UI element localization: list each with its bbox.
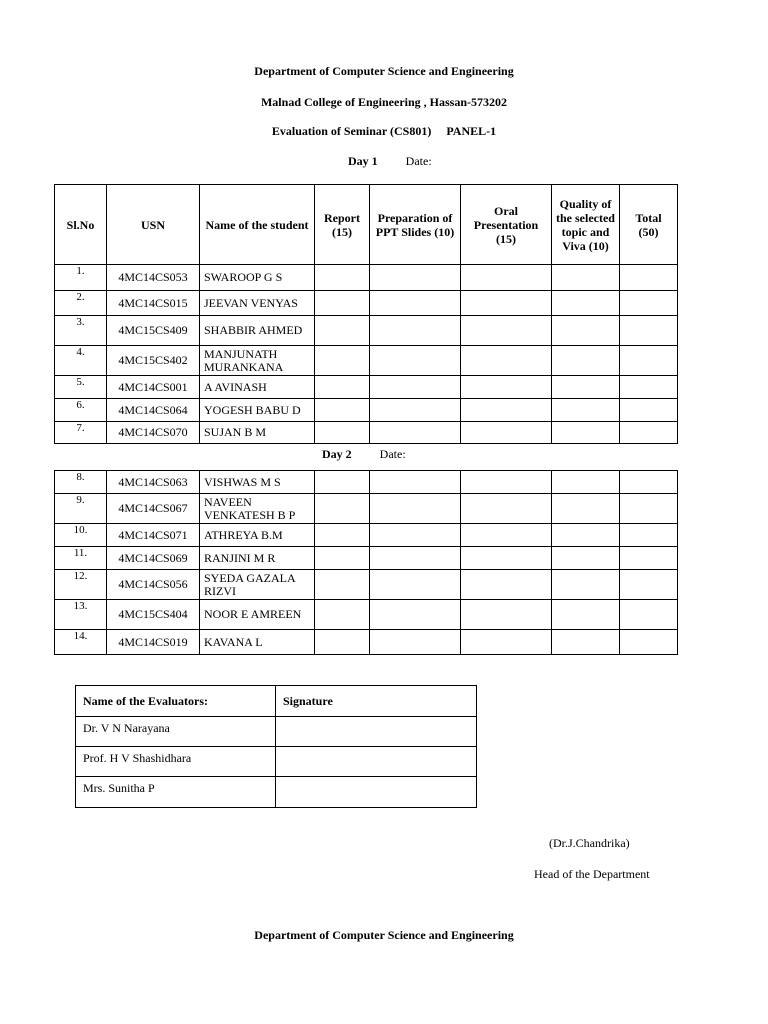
ppt-cell[interactable] bbox=[370, 316, 461, 346]
oral-cell[interactable] bbox=[461, 494, 552, 524]
hod-name: (Dr.J.Chandrika) bbox=[549, 836, 630, 850]
slno-cell: 3. bbox=[55, 316, 107, 346]
evaluator-name: Mrs. Sunitha P bbox=[76, 777, 276, 808]
usn-cell: 4MC14CS053 bbox=[107, 265, 200, 291]
oral-cell[interactable] bbox=[461, 316, 552, 346]
quality-cell[interactable] bbox=[552, 316, 620, 346]
evaluation-name: Evaluation of Seminar (CS801) bbox=[271, 124, 432, 138]
slno-cell: 8. bbox=[55, 471, 107, 494]
total-cell[interactable] bbox=[620, 570, 678, 600]
quality-cell[interactable] bbox=[552, 471, 620, 494]
total-cell[interactable] bbox=[620, 422, 678, 444]
student-name-cell: SWAROOP G S bbox=[200, 265, 315, 291]
ppt-cell[interactable] bbox=[370, 399, 461, 422]
student-name-cell: MANJUNATH MURANKANA bbox=[200, 346, 315, 376]
student-name-cell: VISHWAS M S bbox=[200, 471, 315, 494]
table-row bbox=[55, 399, 678, 422]
table-row bbox=[55, 291, 678, 316]
slno-cell: 9. bbox=[55, 494, 107, 524]
day1-heading bbox=[348, 154, 432, 169]
quality-cell[interactable] bbox=[552, 547, 620, 570]
evaluators-table bbox=[75, 685, 477, 808]
usn-cell: 4MC14CS056 bbox=[107, 570, 200, 600]
ppt-cell[interactable] bbox=[370, 600, 461, 630]
quality-cell[interactable] bbox=[552, 570, 620, 600]
quality-cell[interactable] bbox=[552, 630, 620, 655]
signature-cell[interactable] bbox=[276, 747, 477, 777]
usn-cell: 4MC15CS409 bbox=[107, 316, 200, 346]
report-cell[interactable] bbox=[315, 399, 370, 422]
oral-cell[interactable] bbox=[461, 422, 552, 444]
slno-cell: 14. bbox=[55, 630, 107, 655]
slno-cell: 10. bbox=[55, 524, 107, 547]
table-row bbox=[55, 547, 678, 570]
oral-cell[interactable] bbox=[461, 346, 552, 376]
ppt-cell[interactable] bbox=[370, 547, 461, 570]
evaluators-name-header: Name of the Evaluators: bbox=[76, 686, 276, 717]
col-report: Report (15) bbox=[315, 185, 370, 265]
report-cell[interactable] bbox=[315, 291, 370, 316]
usn-cell: 4MC15CS404 bbox=[107, 600, 200, 630]
oral-cell[interactable] bbox=[461, 291, 552, 316]
evaluation-title bbox=[0, 124, 768, 139]
report-cell[interactable] bbox=[315, 570, 370, 600]
total-cell[interactable] bbox=[620, 524, 678, 547]
oral-cell[interactable] bbox=[461, 376, 552, 399]
oral-cell[interactable] bbox=[461, 600, 552, 630]
col-name: Name of the student bbox=[200, 185, 315, 265]
usn-cell: 4MC14CS019 bbox=[107, 630, 200, 655]
total-cell[interactable] bbox=[620, 291, 678, 316]
table-row bbox=[55, 570, 678, 600]
table-row bbox=[55, 422, 678, 444]
quality-cell[interactable] bbox=[552, 265, 620, 291]
day2-heading bbox=[322, 447, 406, 462]
total-cell[interactable] bbox=[620, 346, 678, 376]
table-row bbox=[55, 265, 678, 291]
student-name-cell: JEEVAN VENYAS bbox=[200, 291, 315, 316]
col-slno: Sl.No bbox=[55, 185, 107, 265]
evaluator-row bbox=[76, 717, 477, 747]
slno-cell: 7. bbox=[55, 422, 107, 444]
quality-cell[interactable] bbox=[552, 346, 620, 376]
day1-label: Day 1 bbox=[348, 154, 378, 168]
table-row bbox=[55, 630, 678, 655]
report-cell[interactable] bbox=[315, 422, 370, 444]
quality-cell[interactable] bbox=[552, 524, 620, 547]
slno-cell: 11. bbox=[55, 547, 107, 570]
panel-label: PANEL-1 bbox=[446, 124, 497, 138]
table-row bbox=[55, 494, 678, 524]
student-name-cell: NAVEEN VENKATESH B P bbox=[200, 494, 315, 524]
slno-cell: 4. bbox=[55, 346, 107, 376]
day2-date-label: Date: bbox=[379, 447, 406, 461]
slno-cell: 13. bbox=[55, 600, 107, 630]
signature-cell[interactable] bbox=[276, 717, 477, 747]
oral-cell[interactable] bbox=[461, 399, 552, 422]
total-cell[interactable] bbox=[620, 630, 678, 655]
slno-cell: 2. bbox=[55, 291, 107, 316]
total-cell[interactable] bbox=[620, 399, 678, 422]
report-cell[interactable] bbox=[315, 316, 370, 346]
table-row bbox=[55, 600, 678, 630]
report-cell[interactable] bbox=[315, 524, 370, 547]
report-cell[interactable] bbox=[315, 547, 370, 570]
quality-cell[interactable] bbox=[552, 494, 620, 524]
report-cell[interactable] bbox=[315, 494, 370, 524]
table-row bbox=[55, 471, 678, 494]
total-cell[interactable] bbox=[620, 547, 678, 570]
col-oral: Oral Presentation (15) bbox=[461, 185, 552, 265]
evaluator-row bbox=[76, 747, 477, 777]
student-name-cell: A AVINASH bbox=[200, 376, 315, 399]
college-title: Malnad College of Engineering , Hassan-573202 bbox=[260, 95, 507, 109]
hod-title: Head of the Department bbox=[534, 867, 650, 881]
oral-cell[interactable] bbox=[461, 630, 552, 655]
student-name-cell: RANJINI M R bbox=[200, 547, 315, 570]
total-cell[interactable] bbox=[620, 376, 678, 399]
signature-cell[interactable] bbox=[276, 777, 477, 808]
quality-cell[interactable] bbox=[552, 291, 620, 316]
student-name-cell: NOOR E AMREEN bbox=[200, 600, 315, 630]
student-name-cell: SYEDA GAZALA RIZVI bbox=[200, 570, 315, 600]
oral-cell[interactable] bbox=[461, 471, 552, 494]
report-cell[interactable] bbox=[315, 346, 370, 376]
evaluators-header-row bbox=[76, 686, 477, 717]
oral-cell[interactable] bbox=[461, 547, 552, 570]
table-row bbox=[55, 524, 678, 547]
oral-cell[interactable] bbox=[461, 524, 552, 547]
table-row bbox=[55, 346, 678, 376]
col-quality: Quality of the selected topic and Viva (10) bbox=[552, 185, 620, 265]
ppt-cell[interactable] bbox=[370, 346, 461, 376]
total-cell[interactable] bbox=[620, 600, 678, 630]
report-cell[interactable] bbox=[315, 600, 370, 630]
quality-cell[interactable] bbox=[552, 422, 620, 444]
quality-cell[interactable] bbox=[552, 376, 620, 399]
ppt-cell[interactable] bbox=[370, 494, 461, 524]
usn-cell: 4MC14CS015 bbox=[107, 291, 200, 316]
evaluators-signature-header: Signature bbox=[276, 686, 477, 717]
slno-cell: 6. bbox=[55, 399, 107, 422]
usn-cell: 4MC14CS071 bbox=[107, 524, 200, 547]
total-cell[interactable] bbox=[620, 471, 678, 494]
table-header-row bbox=[55, 185, 678, 265]
ppt-cell[interactable] bbox=[370, 570, 461, 600]
oral-cell[interactable] bbox=[461, 570, 552, 600]
quality-cell[interactable] bbox=[552, 600, 620, 630]
usn-cell: 4MC14CS067 bbox=[107, 494, 200, 524]
ppt-cell[interactable] bbox=[370, 471, 461, 494]
report-cell[interactable] bbox=[315, 471, 370, 494]
col-usn: USN bbox=[107, 185, 200, 265]
ppt-cell[interactable] bbox=[370, 265, 461, 291]
total-cell[interactable] bbox=[620, 316, 678, 346]
total-cell[interactable] bbox=[620, 494, 678, 524]
col-total: Total (50) bbox=[620, 185, 678, 265]
slno-cell: 1. bbox=[55, 265, 107, 291]
usn-cell: 4MC14CS001 bbox=[107, 376, 200, 399]
evaluator-name: Prof. H V Shashidhara bbox=[76, 747, 276, 777]
usn-cell: 4MC14CS070 bbox=[107, 422, 200, 444]
student-name-cell: SHABBIR AHMED bbox=[200, 316, 315, 346]
ppt-cell[interactable] bbox=[370, 422, 461, 444]
ppt-cell[interactable] bbox=[370, 524, 461, 547]
usn-cell: 4MC14CS063 bbox=[107, 471, 200, 494]
table-row bbox=[55, 376, 678, 399]
oral-cell[interactable] bbox=[461, 265, 552, 291]
slno-cell: 12. bbox=[55, 570, 107, 600]
quality-cell[interactable] bbox=[552, 399, 620, 422]
usn-cell: 4MC14CS069 bbox=[107, 547, 200, 570]
department-title: Department of Computer Science and Engineering bbox=[254, 64, 514, 78]
day2-table bbox=[54, 470, 678, 655]
day1-table bbox=[54, 184, 678, 444]
student-name-cell: SUJAN B M bbox=[200, 422, 315, 444]
usn-cell: 4MC14CS064 bbox=[107, 399, 200, 422]
evaluator-row bbox=[76, 777, 477, 808]
report-cell[interactable] bbox=[315, 630, 370, 655]
table-row bbox=[55, 316, 678, 346]
total-cell[interactable] bbox=[620, 265, 678, 291]
student-name-cell: ATHREYA B.M bbox=[200, 524, 315, 547]
ppt-cell[interactable] bbox=[370, 291, 461, 316]
student-name-cell: YOGESH BABU D bbox=[200, 399, 315, 422]
report-cell[interactable] bbox=[315, 265, 370, 291]
col-ppt: Preparation of PPT Slides (10) bbox=[370, 185, 461, 265]
report-cell[interactable] bbox=[315, 376, 370, 399]
slno-cell: 5. bbox=[55, 376, 107, 399]
footer-department-title: Department of Computer Science and Engineering bbox=[254, 928, 514, 942]
ppt-cell[interactable] bbox=[370, 376, 461, 399]
usn-cell: 4MC15CS402 bbox=[107, 346, 200, 376]
evaluator-name: Dr. V N Narayana bbox=[76, 717, 276, 747]
day2-label: Day 2 bbox=[322, 447, 352, 461]
day1-date-label: Date: bbox=[405, 154, 432, 168]
ppt-cell[interactable] bbox=[370, 630, 461, 655]
student-name-cell: KAVANA L bbox=[200, 630, 315, 655]
